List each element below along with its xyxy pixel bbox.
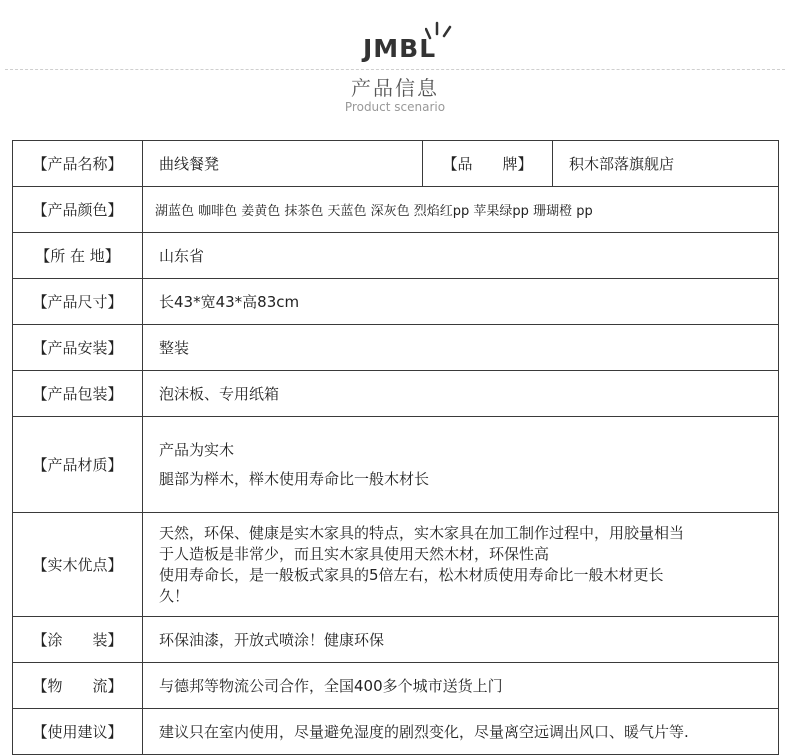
row-label: 【物 流】: [13, 663, 143, 709]
value-line: 腿部为榉木，榉木使用寿命比一般木材长: [159, 469, 430, 488]
row-value: 泡沫板、专用纸箱: [143, 371, 779, 417]
row-label: 【涂 装】: [13, 617, 143, 663]
row-label: 【产品尺寸】: [13, 279, 143, 325]
row-value: 积木部落旗舰店: [553, 141, 779, 187]
value-line: 产品为实木: [159, 440, 235, 459]
row-value: 湖蓝色 咖啡色 姜黄色 抹茶色 天蓝色 深灰色 烈焰红pp 苹果绿pp 珊瑚橙 pp: [143, 187, 779, 233]
table-row: [13, 709, 779, 755]
row-label: 【品 牌】: [423, 141, 553, 187]
table-row: [13, 233, 779, 279]
table-row: [13, 141, 779, 187]
section-subtitle: Product scenario: [344, 100, 446, 114]
header-divider: [5, 69, 785, 70]
page-header: [0, 0, 790, 130]
row-value: 长43*宽43*高83cm: [143, 279, 779, 325]
row-label: 【所 在 地】: [13, 233, 143, 279]
row-label: 【产品安装】: [13, 325, 143, 371]
row-value: 曲线餐凳: [143, 141, 423, 187]
row-label: 【产品名称】: [13, 141, 143, 187]
row-value: 整装: [143, 325, 779, 371]
logo-text: JMBL: [363, 34, 437, 63]
row-value: 建议只在室内使用，尽量避免湿度的剧烈变化，尽量离空远调出风口、暖气片等.: [143, 709, 779, 755]
row-value: [143, 513, 779, 617]
table-row: [13, 513, 779, 617]
product-info-table: [12, 140, 779, 755]
row-value: 与德邦等物流公司合作，全国400多个城市送货上门: [143, 663, 779, 709]
table-row: [13, 417, 779, 513]
table-row: [13, 187, 779, 233]
section-title: 产品信息: [351, 76, 439, 100]
row-label: 【产品包装】: [13, 371, 143, 417]
table-row: [13, 663, 779, 709]
row-label: 【产品材质】: [13, 417, 143, 513]
value-line: 使用寿命长，是一般板式家具的5倍左右，松木材质使用寿命比一般木材更长: [159, 565, 664, 584]
row-label: 【使用建议】: [13, 709, 143, 755]
row-value: [143, 417, 779, 513]
value-line: 于人造板是非常少，而且实木家具使用天然木材，环保性高: [159, 544, 550, 563]
table-row: [13, 325, 779, 371]
table-row: [13, 371, 779, 417]
row-label: 【产品颜色】: [13, 187, 143, 233]
brand-logo: [355, 18, 465, 68]
row-label: 【实木优点】: [13, 513, 143, 617]
table-row: [13, 617, 779, 663]
table-row: [13, 279, 779, 325]
value-line: 久！: [159, 586, 190, 605]
row-value: 山东省: [143, 233, 779, 279]
row-value: 环保油漆，开放式喷涂！健康环保: [143, 617, 779, 663]
value-line: 天然，环保、健康是实木家具的特点，实木家具在加工制作过程中，用胶量相当: [159, 523, 685, 542]
